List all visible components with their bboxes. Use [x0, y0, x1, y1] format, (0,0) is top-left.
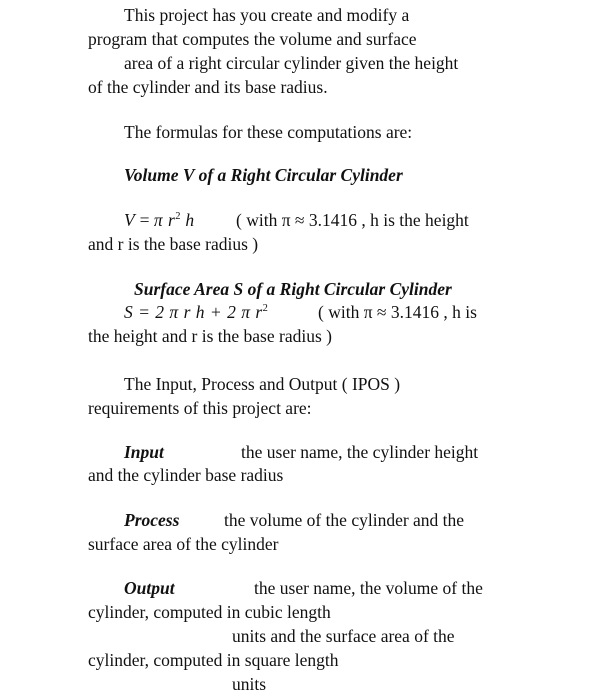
ipos-line-2: requirements of this project are: — [88, 398, 312, 418]
formulas-intro: The formulas for these computations are: — [124, 122, 413, 142]
volume-note-2: and r is the base radius ) — [88, 234, 259, 254]
process-desc-2: surface area of the cylinder — [88, 534, 279, 554]
output-desc-5: units — [232, 674, 267, 694]
intro-line-1: This project has you create and modify a — [124, 5, 410, 25]
output-desc-2: cylinder, computed in cubic length — [88, 602, 331, 622]
surface-note-2: the height and r is the base radius ) — [88, 326, 332, 346]
volume-formula-h: h — [180, 210, 195, 230]
surface-formula-exp: 2 — [262, 303, 268, 315]
output-label: Output — [124, 578, 175, 598]
surface-formula: S = 2 π r h + 2 π r — [124, 302, 263, 322]
input-desc-2: and the cylinder base radius — [88, 465, 284, 485]
surface-heading: Surface Area S of a Right Circular Cylinder — [134, 279, 452, 299]
volume-heading: Volume V of a Right Circular Cylinder — [124, 165, 403, 185]
process-desc-1: the volume of the cylinder and the — [224, 510, 465, 530]
surface-formula-line — [124, 304, 268, 322]
surface-note-1: ( with π ≈ 3.1416 , h is — [318, 302, 477, 322]
volume-formula-exp: 2 — [175, 211, 181, 223]
volume-formula-v: V — [124, 210, 136, 230]
input-label: Input — [124, 442, 164, 462]
intro-line-2: program that computes the volume and surface — [88, 29, 417, 49]
ipos-line-1: The Input, Process and Output ( IPOS ) — [124, 374, 401, 394]
intro-line-4: of the cylinder and its base radius. — [88, 77, 328, 97]
intro-line-3: area of a right circular cylinder given the height — [124, 53, 459, 73]
volume-formula-pi: π — [153, 210, 164, 230]
input-desc-1: the user name, the cylinder height — [241, 442, 479, 462]
output-desc-4: cylinder, computed in square length — [88, 650, 339, 670]
volume-formula-r: r — [163, 210, 176, 230]
output-desc-1: the user name, the volume of the — [254, 578, 483, 598]
volume-formula-line — [124, 212, 195, 230]
volume-formula-eq: = — [135, 210, 154, 230]
volume-note-1: ( with π ≈ 3.1416 , h is the height — [236, 210, 469, 230]
process-label: Process — [124, 510, 180, 530]
output-desc-3: units and the surface area of the — [232, 626, 455, 646]
